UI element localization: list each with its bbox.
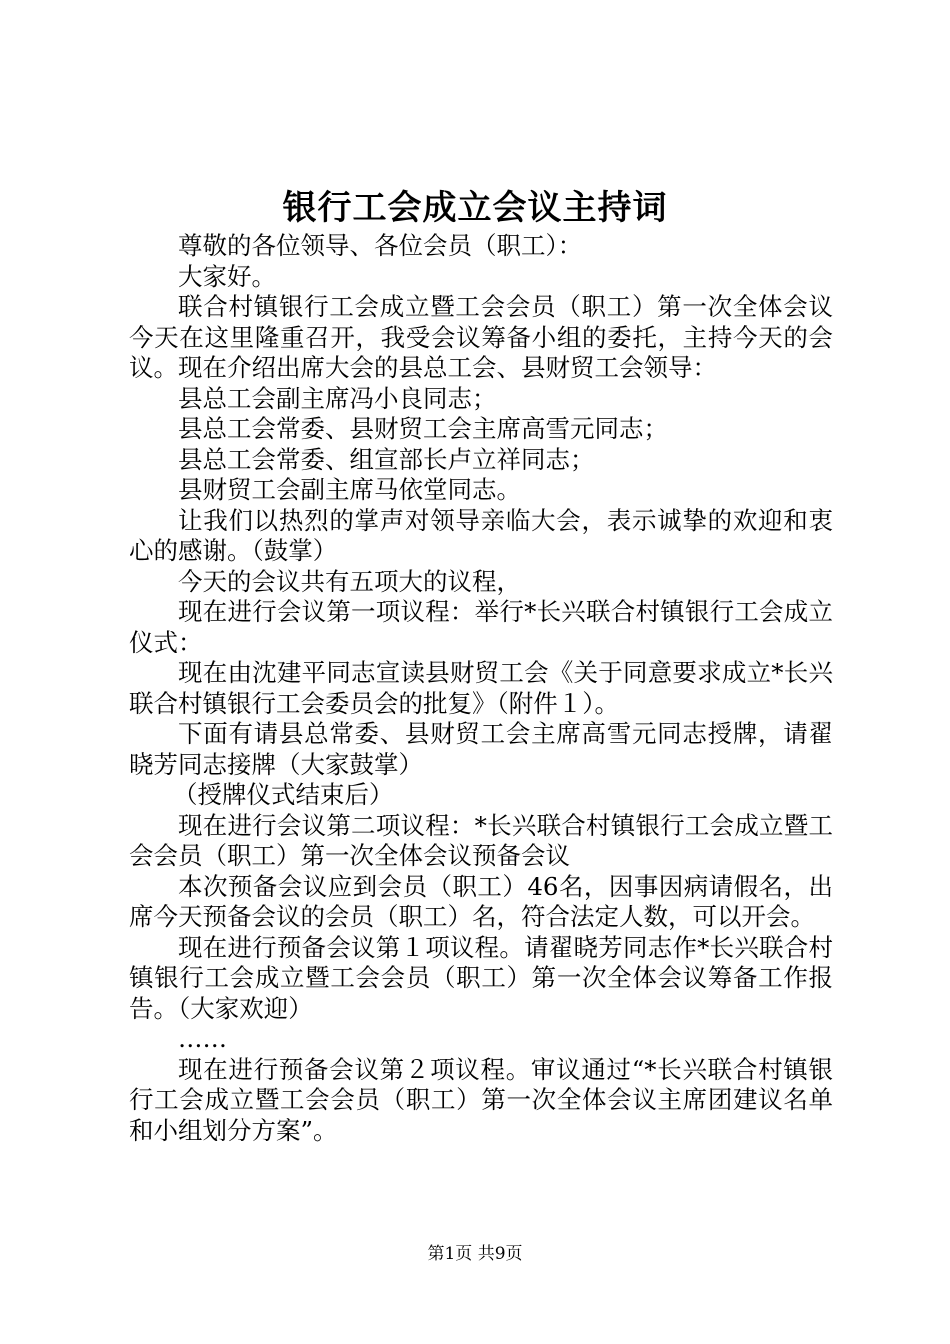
paragraph-salutation: 尊敬的各位领导、各位会员（职工）： [178,231,583,260]
page-number-footer: 第1页 共9页 [427,1244,523,1264]
paragraph-ceremony-end: （授牌仪式结束后） [173,780,394,809]
document-body [129,231,833,1146]
document-title: 银行工会成立会议主持词 [282,188,668,228]
paragraph-reading: 现在由沈建平同志宣读县财贸工会《关于同意要求成立*长兴联合村镇银行工会委员会的批复》（附件１）。 [129,658,833,718]
paragraph-prep-item-1: 现在进行预备会议第１项议程。请翟晓芳同志作*长兴联合村镇银行工会成立暨工会会员（职工）第一次全体会议筹备工作报告。（大家欢迎） [129,932,833,1023]
paragraph-agenda-2: 现在进行会议第二项议程：*长兴联合村镇银行工会成立暨工会会员（职工）第一次全体会议预备会议 [129,810,833,870]
paragraph-greeting: 大家好。 [178,261,276,291]
paragraph-leader-2: 县总工会常委、县财贸工会主席高雪元同志； [178,414,668,443]
paragraph-leader-1: 县总工会副主席冯小良同志； [178,383,497,413]
paragraph-prep-item-2: 现在进行预备会议第２项议程。审议通过“*长兴联合村镇银行工会成立暨工会会员（职工）第一次全体会议主席团建议名单和小组划分方案”。 [129,1054,833,1145]
paragraph-opening: 联合村镇银行工会成立暨工会会员（职工）第一次全体会议今天在这里隆重召开，我受会议筹备小组的委托，主持今天的会议。现在介绍出席大会的县总工会、县财贸工会领导： [129,292,833,382]
paragraph-leader-3: 县总工会常委、组宣部长卢立祥同志； [178,444,595,474]
paragraph-agenda-1: 现在进行会议第一项议程：举行*长兴联合村镇银行工会成立仪式： [129,597,833,657]
paragraph-plaque: 下面有请县总常委、县财贸工会主席高雪元同志授牌，请翟晓芳同志接牌（大家鼓掌） [129,719,833,779]
paragraph-leader-4: 县财贸工会副主席马依堂同志。 [178,475,521,504]
paragraph-agenda-count: 今天的会议共有五项大的议程， [178,566,521,596]
paragraph-ellipsis: …… [178,1024,227,1053]
paragraph-attendance: 本次预备会议应到会员（职工）46名，因事因病请假名，出席今天预备会议的会员（职工）名，符合法定人数，可以开会。 [129,871,833,931]
paragraph-applause: 让我们以热烈的掌声对领导亲临大会，表示诚挚的欢迎和衷心的感谢。（鼓掌） [129,505,833,565]
